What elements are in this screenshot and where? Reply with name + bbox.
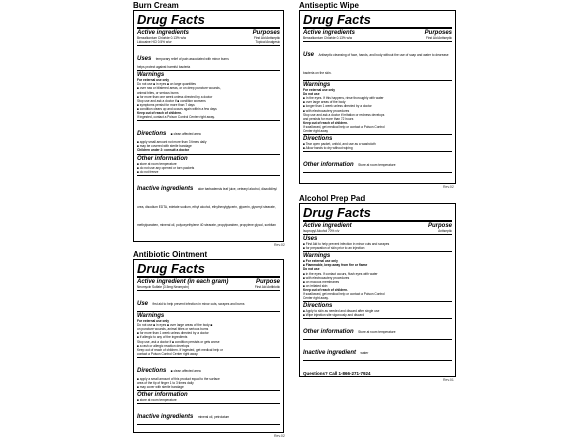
active-row: Lidocaine HCl 0.5% w/w Topical Analgesic bbox=[137, 40, 280, 45]
warning-line: Stop use and ask a doctor if irritation or redness develops bbox=[303, 112, 385, 117]
uses-line: ■ First Aid to help prevent infection in minor cuts and scrapes bbox=[303, 242, 390, 247]
uses-heading: Uses bbox=[303, 236, 318, 243]
direction-line: ■ Apply to skin as needed and discard after single use bbox=[303, 309, 380, 314]
drug-facts-heading: Drug Facts bbox=[137, 262, 280, 278]
other-line: ■ do not freeze bbox=[137, 169, 159, 174]
other-information-heading: Other information bbox=[137, 392, 188, 399]
warning-line: If swallowed, get medical help or contact a Poison Control bbox=[303, 292, 385, 297]
warning-line: on puncture wounds, animal bites or serious burns bbox=[137, 327, 209, 332]
direction-line: ■ clean affected area bbox=[170, 132, 201, 137]
warning-line: ■ in the eyes. If contact occurs, flush eyes with water bbox=[303, 271, 378, 276]
warning-line: Do not use bbox=[303, 267, 320, 272]
warning-line: ■ with electrocautery procedures bbox=[303, 275, 350, 280]
revision-label: Rev.02 bbox=[274, 243, 285, 247]
revision-label: Rev.01 bbox=[443, 378, 454, 382]
inactive-ingredients-text: aloe barbadensis leaf juice, cetearyl alcohol, diazolidinyl urea, disodium EDTA, edetate sodium, ethyl alcohol, ethylhexylglycerin, glycerin, glyceryl stearate, methylparaben, mineral oil, polyoxyethylene 40 stearate, propylparaben, propylene glycol, sorbitan bbox=[137, 186, 277, 227]
warning-line: Keep out of reach of children. bbox=[303, 287, 348, 292]
other-text: Store at room temperature bbox=[358, 330, 396, 335]
other-line: ■ store at room temperature bbox=[137, 398, 177, 403]
revision-label: Rev.02 bbox=[274, 434, 285, 438]
warning-line: Keep out of reach of children. If ingested, get medical help or bbox=[137, 347, 223, 352]
warning-line: ■ for more than 1 week unless directed by a doctor bbox=[137, 331, 209, 336]
direction-line: ■ Tear open packet, unfold, and use as a washcloth bbox=[303, 142, 376, 147]
warning-line: Keep out of reach of children. bbox=[137, 111, 182, 116]
other-line: ■ store at room temperature bbox=[137, 161, 177, 166]
burn-cream-title: Burn Cream bbox=[133, 1, 179, 10]
other-information-heading: Other information bbox=[137, 155, 188, 162]
uses-line: ■ for preparation of skin prior to an injection bbox=[303, 246, 365, 251]
burn-cream-drug-facts-panel bbox=[133, 10, 284, 242]
warning-line: ■ symptoms persist for more than 7 days bbox=[137, 102, 195, 107]
warning-line: ■ condition clears up and occurs again within a few days bbox=[137, 106, 217, 111]
warning-line: ■ with electrocautery procedures bbox=[303, 108, 350, 113]
active-ingredients-heading: Active ingredients bbox=[303, 30, 356, 36]
other-information-heading: Other information bbox=[303, 329, 354, 336]
directions-heading: Directions bbox=[137, 131, 167, 138]
inactive-ingredient-heading: Inactive ingredient bbox=[303, 350, 357, 357]
warning-line: ■ over large areas of the body bbox=[303, 100, 346, 105]
warning-line: For external use only bbox=[303, 88, 336, 93]
direction-line: ■ apply small amount not more than 3 times daily bbox=[137, 140, 207, 145]
direction-line: ■ Wipe injection site vigorously and discard bbox=[303, 313, 365, 318]
warning-line: Stop use, ask a doctor if ■ condition persists or gets worse bbox=[137, 339, 220, 344]
warning-line: Stop use and ask a doctor if ■ condition worsens bbox=[137, 98, 206, 103]
antiseptic-wipe-title: Antiseptic Wipe bbox=[299, 1, 359, 10]
use-text: Antiseptic cleansing of face, hands, and body without the use of soap and water to decrease bacteria on the skin. bbox=[303, 53, 449, 76]
direction-line: ■ Allow hands to dry without wiping bbox=[303, 146, 353, 151]
drug-facts-heading: Drug Facts bbox=[137, 13, 280, 29]
warning-line: ■ a rash or allergic reaction develops bbox=[137, 343, 190, 348]
questions-line: Questions? Call 1-866-271-7924 bbox=[303, 371, 371, 377]
direction-line: ■ may be covered with sterile bandage bbox=[137, 144, 192, 149]
direction-line: Children under 2: consult a doctor bbox=[137, 148, 190, 153]
warning-line: ■ longer than 1 week unless directed by a doctor bbox=[303, 104, 372, 109]
drug-facts-heading: Drug Facts bbox=[303, 206, 452, 222]
active-ingredients-heading: Active ingredients bbox=[137, 30, 190, 36]
drug-facts-heading: Drug Facts bbox=[303, 13, 452, 29]
antiseptic-drug-facts-panel bbox=[299, 10, 456, 184]
warning-line: Keep out of reach of children. bbox=[303, 120, 348, 125]
warning-line: Do not use ■ in eyes ■ over large areas of the body ■ bbox=[137, 323, 213, 328]
warning-line: For external use only bbox=[137, 319, 170, 324]
purposes-heading: Purposes bbox=[252, 30, 280, 36]
warning-line: If swallowed, get medical help or contact a Poison Control bbox=[303, 124, 385, 129]
other-information-heading: Other information bbox=[303, 162, 354, 169]
warnings-heading: Warnings bbox=[137, 313, 165, 320]
warning-line: ■ on mucous membranes bbox=[303, 279, 340, 284]
revision-label: Rev.02 bbox=[443, 185, 454, 189]
active-row: Neomycin Sulfate (3.5mg Neomycin) First Aid Antibiotic bbox=[137, 285, 280, 289]
active-ingredient-heading: Active ingredient bbox=[303, 223, 352, 229]
active-ingredient-heading: Active ingredient (in each gram) bbox=[137, 279, 229, 285]
warnings-heading: Warnings bbox=[137, 72, 165, 79]
uses-text: temporary relief of pain associated with minor burns bbox=[155, 57, 229, 62]
purpose-heading: Purpose bbox=[255, 279, 280, 285]
other-text: Store at room temperature bbox=[358, 163, 396, 168]
warning-line: ■ for more than one week unless directed by a doctor bbox=[137, 94, 213, 99]
warning-line: ■ on irritated skin bbox=[303, 283, 328, 288]
warning-line: and persists for more than 72 hours bbox=[303, 116, 354, 121]
active-row: Benzalkonium Chloride 0.13% w/w First Aid Antiseptic bbox=[137, 36, 280, 40]
use-text: first aid to help prevent infection in minor cuts, scrapes and burns bbox=[152, 302, 245, 307]
warnings-heading: Warnings bbox=[303, 253, 331, 260]
warning-line: contact a Poison Control Center right away. bbox=[137, 351, 199, 356]
direction-line: ■ may cover with sterile bandage bbox=[137, 385, 184, 390]
warning-line: Do not use bbox=[303, 92, 320, 97]
purpose-heading: Purpose bbox=[427, 223, 452, 229]
warnings-heading: Warnings bbox=[303, 82, 331, 89]
warning-line: animal bites, or serious burns bbox=[137, 90, 179, 95]
warning-line: Do not use ■ in eyes ■ on large quantities bbox=[137, 82, 196, 87]
directions-heading: Directions bbox=[303, 303, 333, 310]
directions-heading: Directions bbox=[137, 367, 167, 374]
other-line: ■ do not use any opened or torn packets bbox=[137, 165, 195, 170]
uses-text: helps protect against harmful bacteria bbox=[137, 65, 191, 70]
inactive-ingredients-text: mineral oil, petrolatum bbox=[197, 415, 230, 420]
active-row: Isopropyl Alcohol 70% v/v Antiseptic bbox=[303, 229, 452, 233]
alcohol-prep-pad-title: Alcohol Prep Pad bbox=[299, 194, 366, 203]
warning-line: ■ over raw or blistered areas, or on deep puncture wounds, bbox=[137, 86, 221, 91]
directions-heading: Directions bbox=[303, 136, 333, 143]
warning-line: Center right away. bbox=[303, 296, 329, 301]
warning-line: Center right away bbox=[303, 129, 328, 134]
active-row: Benzalkonium Chloride 0.13% w/w First Aid Antiseptic bbox=[303, 36, 452, 40]
inactive-ingredient-heading bbox=[303, 183, 356, 184]
uses-heading: Uses bbox=[137, 56, 152, 63]
direction-line: ■ clean affected area bbox=[170, 368, 201, 373]
warning-line: ■ In the eyes. If this happens, rinse thoroughly with water bbox=[303, 96, 384, 101]
warning-line: ■ Flammable, keep away from fire or flame bbox=[303, 263, 368, 268]
antibiotic-ointment-title: Antibiotic Ointment bbox=[133, 250, 208, 259]
use-heading: Use bbox=[137, 301, 149, 308]
direction-line: ■ apply a small amount of this product equal to the surface bbox=[137, 376, 220, 381]
purposes-heading: Purposes bbox=[424, 30, 452, 36]
warning-line: ■ For external use only bbox=[303, 259, 338, 264]
antibiotic-drug-facts-panel bbox=[133, 259, 284, 433]
direction-line: area of the tip of finger 1 to 3 times daily bbox=[137, 381, 194, 386]
inactive-ingredients-heading: Inactive ingredients bbox=[137, 185, 194, 192]
inactive-ingredient-text: water bbox=[360, 351, 369, 356]
alcohol-drug-facts-panel bbox=[299, 203, 456, 377]
use-heading: Use bbox=[303, 52, 315, 59]
warning-line: ■ if allergic to any of the ingredients bbox=[137, 335, 188, 340]
warning-line: If ingested, contact a Poison Control Center right away. bbox=[137, 115, 215, 120]
warning-line: For external use only bbox=[137, 78, 170, 83]
inactive-ingredients-heading: Inactive ingredients bbox=[137, 414, 194, 421]
